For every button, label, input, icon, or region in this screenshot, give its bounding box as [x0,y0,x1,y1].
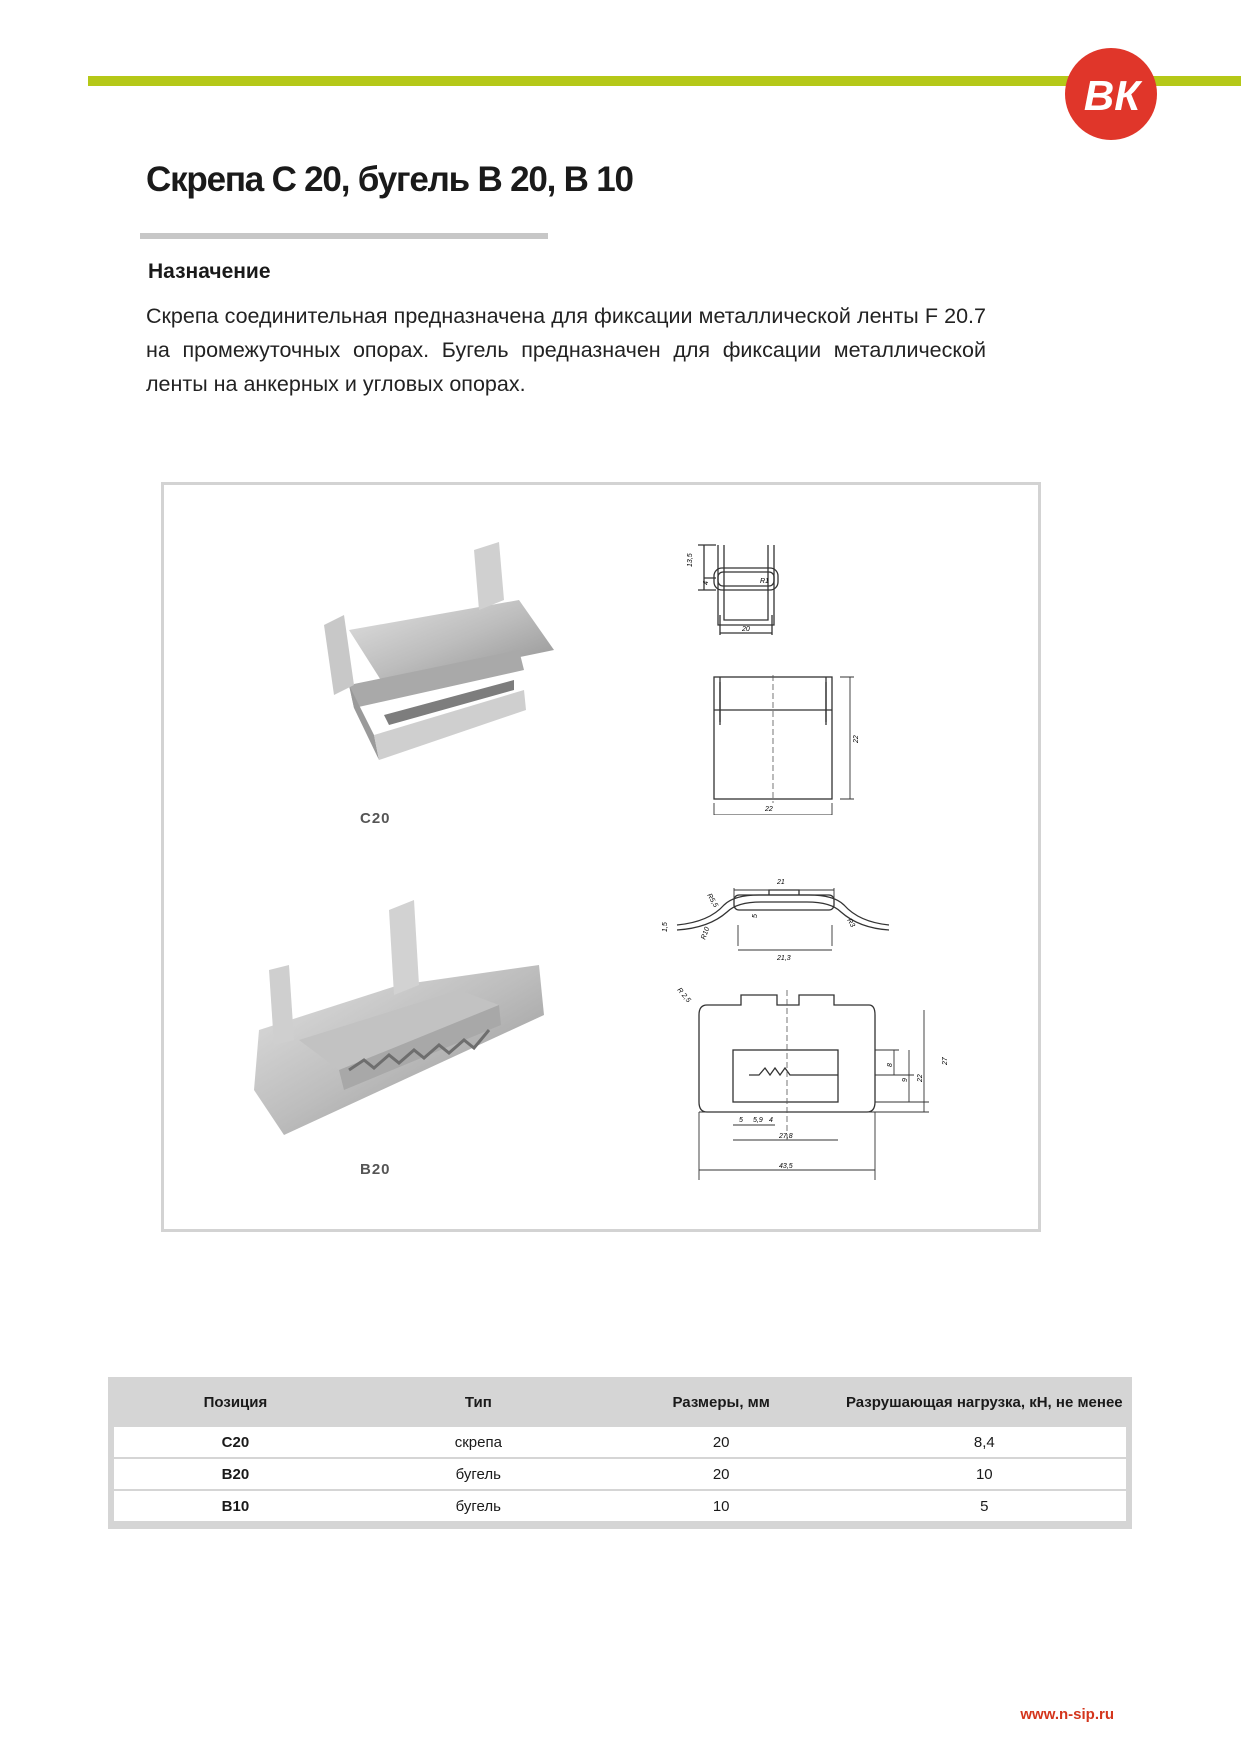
dim-c20-13-5: 13,5 [687,553,694,567]
vk-logo [1063,46,1159,142]
dim-b20-27-8: 27,8 [779,1133,793,1140]
dim-b20-43-5: 43,5 [779,1163,793,1170]
b20-drawing [649,850,969,1180]
cell-type: бугель [357,1491,600,1523]
dim-b20-1-5: 1,5 [662,922,669,932]
cell-size: 20 [600,1459,843,1491]
dim-b20-r3: R3 [845,917,856,929]
dim-b20-4: 4 [769,1117,773,1124]
dim-c20-22-width: 22 [765,806,773,813]
c20-drawing [664,525,904,815]
b20-clamp-image [239,890,569,1160]
dim-b20-r2-5: R 2,5 [675,986,692,1005]
dim-c20-r1: R1 [760,578,769,585]
page-title: Скрепа С 20, бугель В 20, В 10 [146,160,633,199]
dim-b20-21: 21 [777,879,785,886]
col-header-load: Разрушающая нагрузка, кН, не менее [845,1393,1123,1411]
dim-c20-4: 4 [703,581,710,585]
col-header-type: Тип [464,1393,492,1411]
dim-b20-r10: R10 [700,926,712,941]
dim-b20-27: 27 [942,1057,949,1065]
dim-b20-9: 9 [902,1078,909,1082]
cell-position: С20 [114,1427,357,1459]
title-underline [140,233,548,239]
cell-load: 5 [843,1491,1126,1523]
cell-size: 20 [600,1427,843,1459]
cell-position: В20 [114,1459,357,1491]
col-header-position: Позиция [203,1393,268,1411]
dim-b20-22: 22 [917,1074,924,1082]
cell-load: 8,4 [843,1427,1126,1459]
dim-b20-21-3: 21,3 [777,955,791,962]
dim-b20-5-bottom: 5 [739,1117,743,1124]
cell-type: бугель [357,1459,600,1491]
footer-website-link[interactable]: www.n-sip.ru [1020,1706,1114,1723]
b20-label: В20 [360,1161,391,1178]
section-heading: Назначение [148,260,271,283]
dim-c20-20: 20 [742,626,750,633]
table-row [114,1491,1126,1523]
table-row [114,1427,1126,1459]
c20-clip-image [264,530,564,780]
specs-table [108,1377,1132,1529]
dim-b20-8: 8 [887,1063,894,1067]
cell-load: 10 [843,1459,1126,1491]
cell-type: скрепа [357,1427,600,1459]
dim-b20-5-9: 5,9 [753,1117,763,1124]
purpose-paragraph: Скрепа соединительная предназначена для фиксации металлической ленты F 20.7 на промежуточных опорах. Бугель предназначен для фиксации металлической ленты на анкерных и угловых опорах. [146,304,986,396]
dim-b20-r5-5: R5,5 [705,892,719,909]
dim-b20-5: 5 [752,914,759,918]
product-figure [161,482,1041,1232]
logo-text: ВК [1083,72,1141,119]
dim-c20-22-height: 22 [853,735,860,743]
table-row [114,1459,1126,1491]
col-header-size: Размеры, мм [672,1393,770,1411]
cell-size: 10 [600,1491,843,1523]
c20-label: С20 [360,810,391,827]
cell-position: В10 [114,1491,357,1523]
